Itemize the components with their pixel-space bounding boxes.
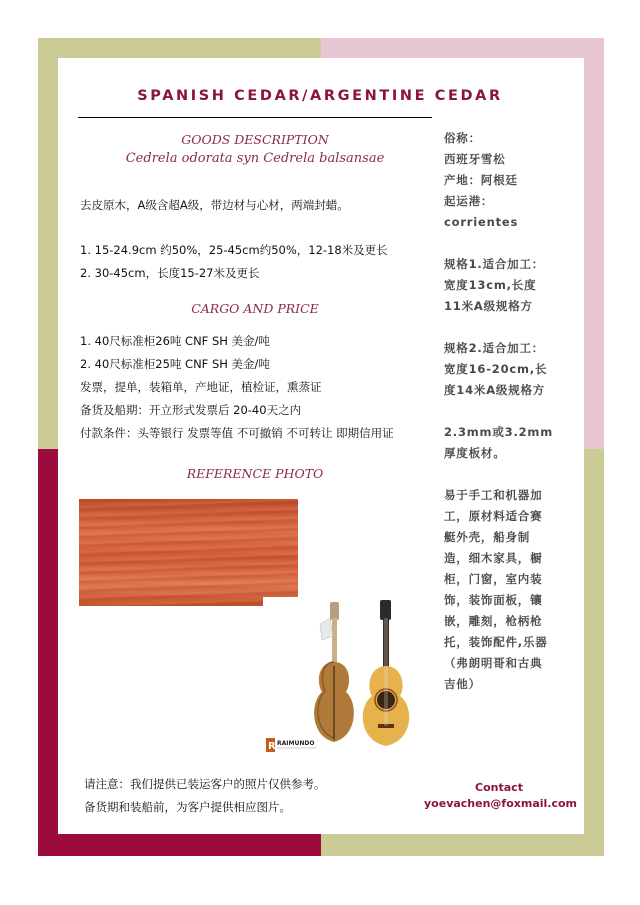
sidebar-line: 易于手工和机器加	[444, 488, 543, 502]
page-title: SPANISH CEDAR/ARGENTINE CEDAR	[137, 88, 503, 104]
cargo-list	[80, 330, 394, 445]
sidebar-line: 艇外壳，船身制	[444, 530, 531, 544]
raimundo-logo	[266, 737, 326, 753]
guitar-front	[363, 600, 409, 746]
contact-email-link[interactable]: yoevachen@foxmail.com	[424, 797, 578, 810]
goods-heading: GOODS DESCRIPTION	[181, 132, 329, 147]
note-line: 请注意：我们提供已装运客户的照片仅供参考。	[84, 777, 326, 791]
sidebar-line: corrientes	[444, 215, 519, 229]
sidebar-line: 俗称：	[444, 131, 481, 145]
sidebar-line: 厚度板材。	[444, 446, 506, 460]
sidebar-line: 吉他）	[444, 677, 481, 691]
goods-spec-list	[80, 239, 388, 285]
svg-text:RAIMUNDO: RAIMUNDO	[277, 740, 315, 747]
guitars-photo	[300, 596, 450, 756]
sidebar-line: 产地：阿根廷	[444, 173, 518, 187]
cargo-line: 2. 40尺标准柜25吨 CNF SH 美金/吨	[80, 357, 270, 371]
product-sidebar	[444, 128, 574, 695]
sidebar-line: 11米A级规格方	[444, 299, 533, 313]
sidebar-line: 柜，门窗，室内装	[444, 572, 543, 586]
sidebar-line: 宽度13cm,长度	[444, 278, 537, 292]
sidebar-line: 度14米A级规格方	[444, 383, 546, 397]
sidebar-line: 造，细木家具，橱	[444, 551, 543, 565]
svg-text:R: R	[268, 741, 276, 752]
title-divider	[78, 117, 432, 118]
note-line: 备货期和装船前，为客户提供相应图片。	[84, 800, 291, 814]
goods-intro: 去皮原木，A级含超A级，带边材与心材，两端封蜡。	[80, 198, 349, 212]
contact-label: Contact	[475, 781, 523, 794]
goods-spec-item: 2. 30-45cm，长度15-27米及更长	[80, 266, 260, 280]
goods-latin-name: Cedrela odorata syn Cedrela balsansae	[125, 151, 385, 166]
photo-corner-cut	[263, 597, 299, 607]
sidebar-line: 2.3mm或3.2mm	[444, 425, 553, 439]
goods-spec-item: 1. 15-24.9cm 约50%，25-45cm约50%，12-18米及更长	[80, 243, 388, 257]
photo-heading: REFERENCE PHOTO	[186, 466, 324, 481]
sidebar-line: 起运港：	[444, 194, 494, 208]
sidebar-line: 托，装饰配件,乐器	[444, 635, 548, 649]
cedar-wood-photo	[79, 499, 298, 606]
cargo-line: 1. 40尺标准柜26吨 CNF SH 美金/吨	[80, 334, 270, 348]
sidebar-line: 工，原材料适合赛	[444, 509, 543, 523]
sidebar-line: 饰，装饰面板，镶	[444, 593, 543, 607]
sidebar-line: 西班牙雪松	[444, 152, 506, 166]
sidebar-line: （弗朗明哥和古典	[444, 656, 543, 670]
cargo-line: 发票，提单，装箱单，产地证，植检证，熏蒸证	[80, 380, 322, 394]
sidebar-line: 规格1.适合加工：	[444, 257, 545, 271]
guitar-back	[314, 602, 354, 742]
cargo-line: 备货及船期：开立形式发票后 20-40天之内	[80, 403, 302, 417]
footer-note	[84, 773, 326, 819]
cargo-heading: CARGO AND PRICE	[191, 301, 319, 316]
sidebar-line: 宽度16-20cm,长	[444, 362, 548, 376]
cargo-line: 付款条件：头等银行 发票等值 不可撤销 不可转让 即期信用证	[80, 426, 394, 440]
sidebar-line: 规格2.适合加工：	[444, 341, 545, 355]
sidebar-line: 嵌，雕刻，枪柄枪	[444, 614, 543, 628]
